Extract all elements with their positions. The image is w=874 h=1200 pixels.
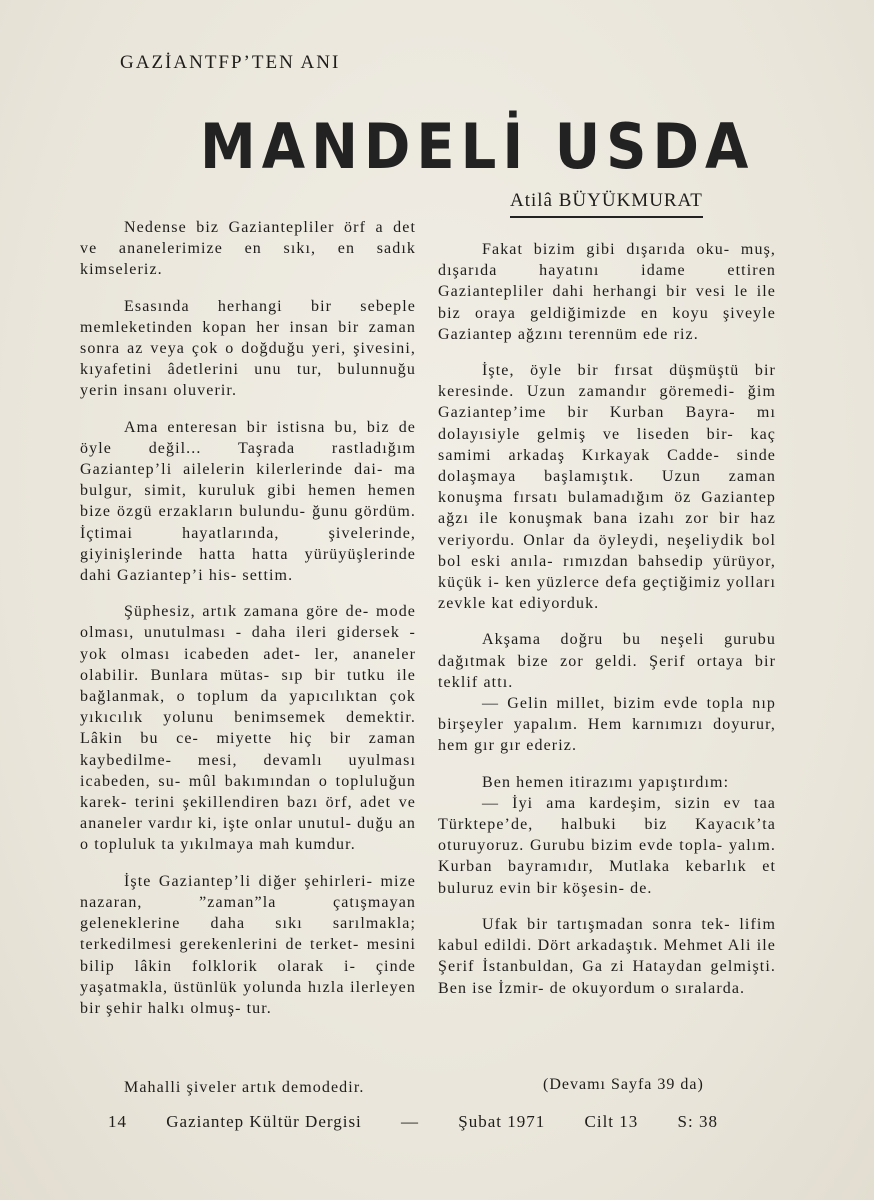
article-title: MANDELİ USDA: [200, 110, 755, 184]
author-byline: Atilâ BÜYÜKMURAT: [510, 190, 703, 218]
paragraph: Nedense biz Gaziantepliler örf a det ve ananelerimize en sıkı, en sadık kimseleriz.: [80, 219, 416, 279]
paragraph: Ufak bir tartışmadan sonra tek- lifim kabul edildi. Dört arkadaştık. Mehmet Ali ile Şerif İstanbuldan, Ga zi Hataydan gelmişti. Ben ise İzmir- de okuyordum o sıralarda.: [438, 915, 776, 997]
paragraph: Mahalli şiveler artık demodedir.: [124, 1079, 365, 1096]
left-column: [80, 217, 416, 1096]
magazine-name: Gaziantep Kültür Dergisi: [166, 1112, 362, 1131]
continued-note: (Devamı Sayfa 39 da): [543, 1076, 704, 1093]
page-footer: [108, 1112, 718, 1132]
paragraph: Esasında herhangi bir sebeple memleketinden kopan her insan bir zaman sonra az veya çok o doğduğu yeri, şivesini, kıyafetini âdetlerini unu tur, bulunnuğu yerin insanı oluverir.: [80, 297, 416, 400]
issue-date: Şubat 1971: [458, 1112, 546, 1131]
dialogue-line: — İyi ama kardeşim, sizin ev taa Türktepe’de, halbuki biz Kayacık’ta oturuyoruz. Gurubu bizim evde topla- yalım. Kurban bayramıdır, Mutlaka kebarlık et buluruz evin bir köşesin- de.: [438, 794, 776, 897]
paragraph: Akşama doğru bu neşeli gurubu dağıtmak bize zor geldi. Şerif ortaya bir teklif attı.: [438, 631, 776, 691]
dialogue-line: — Gelin millet, bizim evde topla nıp birşeyler yapalım. Hem karnımızı doyurur, hem gır gır ederiz.: [438, 695, 776, 755]
footer-dash: —: [401, 1112, 420, 1131]
paragraph: İşte Gaziantep’li diğer şehirleri- mize nazaran, ”zaman”la çatışmayan geleneklerine daha sıkı sarılmakla; terkedilmesi gerekenlerini de terket- mesini bilip lâkin folklorik olarak i- çinde yaşatmakla, üstünlük yolunda hızla ilerleyen bir şehir halkı olmuş- tur.: [80, 872, 416, 1017]
paragraph: Ben hemen itirazımı yapıştırdım:: [482, 773, 730, 791]
paragraph: Şüphesiz, artık zamana göre de- mode olması, unutulması - daha ileri gidersek - yok olması icabeden adet- ler, ananeler olabilir. Bunlara mütas- sıp bir tutku ile bağlanmak, o toplum da yapıcılıktan çok yıkıcılık yolunu benimsemek demektir. Lâkin bu ce- miyette hiç bir zaman kaybedilme- mesi, devamlı uyulması icabeden, su- mûl bakımından o topluluğun karek- terini şekillendiren bazı örf, adet ve ananeler vardır ki, işte onlar unutul- duğu an o topluluk ta yıkılmaya mah kumdur.: [80, 603, 416, 854]
section-heading: GAZİANTFP’TEN ANI: [120, 52, 341, 73]
paragraph: Ama enteresan bir istisna bu, biz de öyle değil... Taşrada rastladığım Gaziantep’li ailelerin kilerlerinde dai- ma bulgur, simit, kuruluk gibi hemen hemen bize özgü erzakların bulundu- ğunu gördüm. İçtimai hayatlarında, şivelerinde, giyinişlerinde hatta hatta yürüyüşlerinde dahi Gaziantep’i his- settim.: [80, 418, 416, 585]
issue-number: S: 38: [677, 1112, 718, 1131]
page-number: 14: [108, 1112, 127, 1131]
paragraph: Fakat bizim gibi dışarıda oku- muş, dışarıda hayatını idame ettiren Gaziantepliler dahi herhangi bir vesi le ile biz oraya geldiğimizde en koyu şiveyle Gaziantep ağzını terennüm ede riz.: [438, 241, 776, 343]
volume-number: Cilt 13: [584, 1112, 639, 1131]
right-column: [438, 239, 776, 1014]
paragraph: İşte, öyle bir fırsat düşmüştü bir keresinde. Uzun zamandır göremedi- ğim Gaziantep’ime bir Kurban Bayra- mı dolayısiyle gelmiş ve liseden bir- kaç samimi arkadaş Kırkayak Cadde- sinde dolaşmaya başlamıştık. Uzun zaman konuşma fırsatı bulamadığım öz Gaziantep ağzı ile konuşmak bana izahı zor bir haz veriyordu. Onlar da öyleydi, neşeliydik bol bol eski anıla- rımızdan bahsedip yürüyor, küçük i- ken yüzlerce defa geçtiğimiz yolları zevkle kat ediyorduk.: [438, 362, 776, 613]
